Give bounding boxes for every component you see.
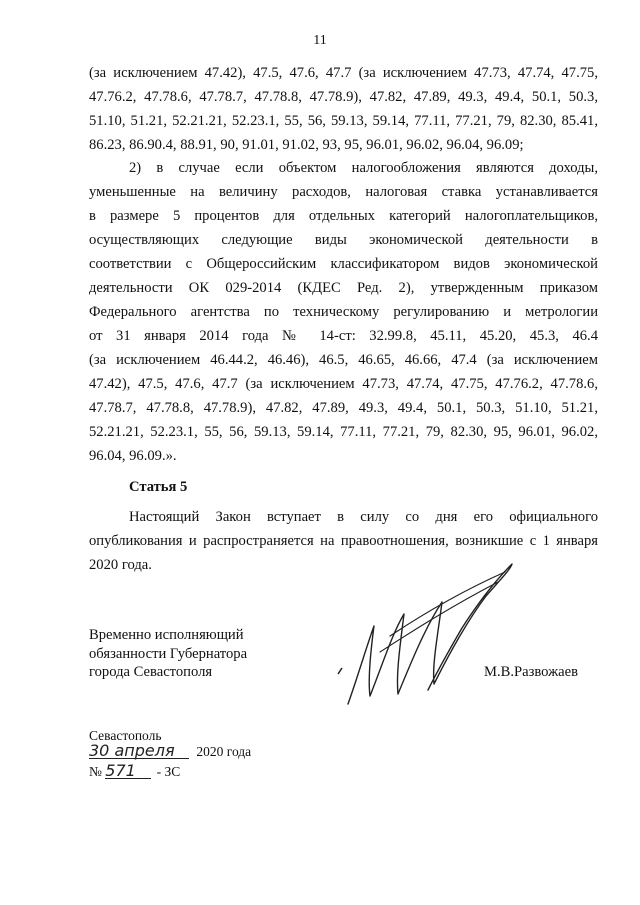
text-line: 2020 года. [89,557,152,573]
text-line: Федерального агентства по техническому регулированию и метрологии [89,304,598,320]
handwritten-signature [330,556,515,716]
text-line: в размере 5 процентов для отдельных категорий налогоплательщиков, [89,208,598,224]
number-sign: № [89,764,102,779]
text-line: осуществляющих следующие виды экономической деятельности в [89,232,598,248]
law-number-line [89,763,180,780]
handwritten-number: 571 [105,763,151,779]
number-suffix: - ЗС [156,764,181,779]
text-line: (за исключением 47.42), 47.5, 47.6, 47.7 (за исключением 47.73, 47.74, 47.75, [89,65,598,81]
text-line: 2) в случае если объектом налогообложения являются доходы, [129,160,598,176]
text-line: Настоящий Закон вступает в силу со дня его официального [129,509,598,525]
text-line: 51.10, 51.21, 52.21.21, 52.23.1, 55, 56, 59.13, 59.14, 77.11, 77.21, 79, 82.30, 85.41, [89,113,598,129]
text-line: 47.78.7, 47.78.8, 47.78.9), 47.82, 47.89, 49.3, 49.4, 50.1, 50.3, 51.10, 51.21, [89,400,598,416]
text-line: 47.42), 47.5, 47.6, 47.7 (за исключением 47.73, 47.74, 47.75, 47.76.2, 47.78.6, [89,376,598,392]
text-line: 47.76.2, 47.78.6, 47.78.7, 47.78.8, 47.78.9), 47.82, 47.89, 49.3, 49.4, 50.1, 50.3, [89,89,598,105]
signatory-name: М.В.Развожаев [484,664,579,680]
city-label: Севастополь [89,728,162,743]
date-line [89,743,251,760]
text-line: соответствии с Общероссийским классификатором видов экономической [89,256,598,272]
date-year: 2020 года [196,744,252,759]
page-number: 11 [313,33,327,48]
text-line: 86.23, 86.90.4, 88.91, 90, 91.01, 91.02, 93, 95, 96.01, 96.02, 96.04, 96.09; [89,137,524,153]
article-heading: Статья 5 [129,479,188,495]
text-line: (за исключением 46.44.2, 46.46), 46.5, 46.65, 46.66, 47.4 (за исключением [89,352,598,368]
signatory-title: Временно исполняющий обязанности Губернатора города Севастополя [89,627,248,680]
text-line: 52.21.21, 52.23.1, 55, 56, 59.13, 59.14, 77.11, 77.21, 79, 82.30, 95, 96.01, 96.02, [89,424,598,440]
text-line: опубликования и распространяется на правоотношения, возникшие с 1 января [89,533,598,549]
handwritten-date: 30 апреля [89,743,189,759]
text-line: уменьшенные на величину расходов, налоговая ставка устанавливается [89,184,598,200]
text-line: 96.04, 96.09.». [89,448,177,464]
text-line: деятельности ОК 029-2014 (КДЕС Ред. 2), утвержденным приказом [89,280,598,296]
text-line: от 31 января 2014 года № 14-ст: 32.99.8, 45.11, 45.20, 45.3, 46.4 [89,328,598,344]
